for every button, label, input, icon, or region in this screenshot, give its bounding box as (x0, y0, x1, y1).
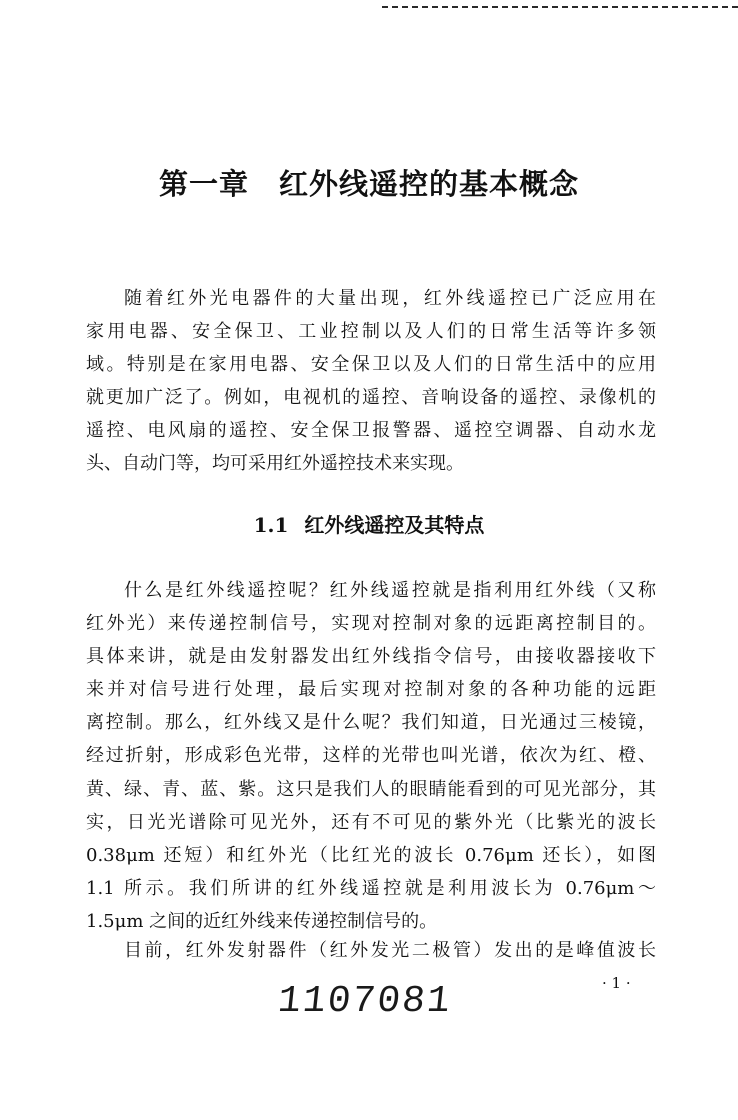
section-number: 1.1 (253, 513, 289, 537)
chapter-title (0, 162, 738, 203)
top-dashed-rule (382, 6, 738, 8)
paragraph-line: 随着红外光电器件的大量出现，红外线遥控已广泛应用在 (124, 288, 656, 309)
paragraph-line: 黄、绿、青、蓝、紫。这只是我们人的眼睛能看到的可见光部分，其 (86, 778, 656, 800)
paragraph-line: 红外光）来传递控制信号，实现对控制对象的远距离控制目的。 (86, 613, 656, 635)
paragraph-line: 遥控、电风扇的遥控、安全保卫报警器、遥控空调器、自动水龙 (86, 420, 656, 441)
paragraph-line: 1.1 所示。我们所讲的红外线遥控就是利用波长为 0.76μm～ (86, 877, 656, 899)
paragraph-line: 头、自动门等，均可采用红外遥控技术来实现。 (86, 453, 464, 474)
paragraph-line: 实，日光光谱除可见光外，还有不可见的紫外光（比紫光的波长 (86, 811, 656, 833)
paragraph-line: 1.5μm 之间的近红外线来传递控制信号的。 (86, 910, 438, 932)
page-number: · 1 · (602, 974, 631, 992)
section-paragraph (86, 934, 656, 967)
paragraph-line: 目前，红外发射器件（红外发光二极管）发出的是峰值波长 (124, 940, 656, 961)
paragraph-line: 经过折射，形成彩色光带，这样的光带也叫光谱，依次为红、橙、 (86, 745, 656, 767)
chapter-title-text: 红外线遥控的基本概念 (279, 167, 580, 201)
section-paragraph (86, 574, 656, 938)
section-title-text: 红外线遥控及其特点 (304, 513, 485, 537)
paragraph-line: 域。特别是在家用电器、安全保卫以及人们的日常生活中的应用 (86, 354, 656, 375)
paragraph-line: 就更加广泛了。例如，电视机的遥控、音响设备的遥控、录像机的 (86, 387, 656, 408)
paragraph-line: 离控制。那么，红外线又是什么呢？我们知道，日光通过三棱镜， (86, 712, 656, 734)
section-heading (0, 509, 738, 538)
stamp-number: 1107081 (275, 980, 454, 1023)
paragraph-line: 0.38μm 还短）和红外光（比红光的波长 0.76μm 还长），如图 (86, 844, 656, 866)
paragraph-line: 家用电器、安全保卫、工业控制以及人们的日常生活等许多领 (86, 321, 656, 342)
intro-paragraph (86, 282, 656, 480)
paragraph-line: 来并对信号进行处理，最后实现对控制对象的各种功能的远距 (86, 679, 656, 701)
chapter-number: 第一章 (158, 167, 249, 201)
paragraph-line: 什么是红外线遥控呢？红外线遥控就是指利用红外线（又称 (124, 580, 656, 601)
paragraph-line: 具体来讲，就是由发射器发出红外线指令信号，由接收器接收下 (86, 646, 656, 668)
